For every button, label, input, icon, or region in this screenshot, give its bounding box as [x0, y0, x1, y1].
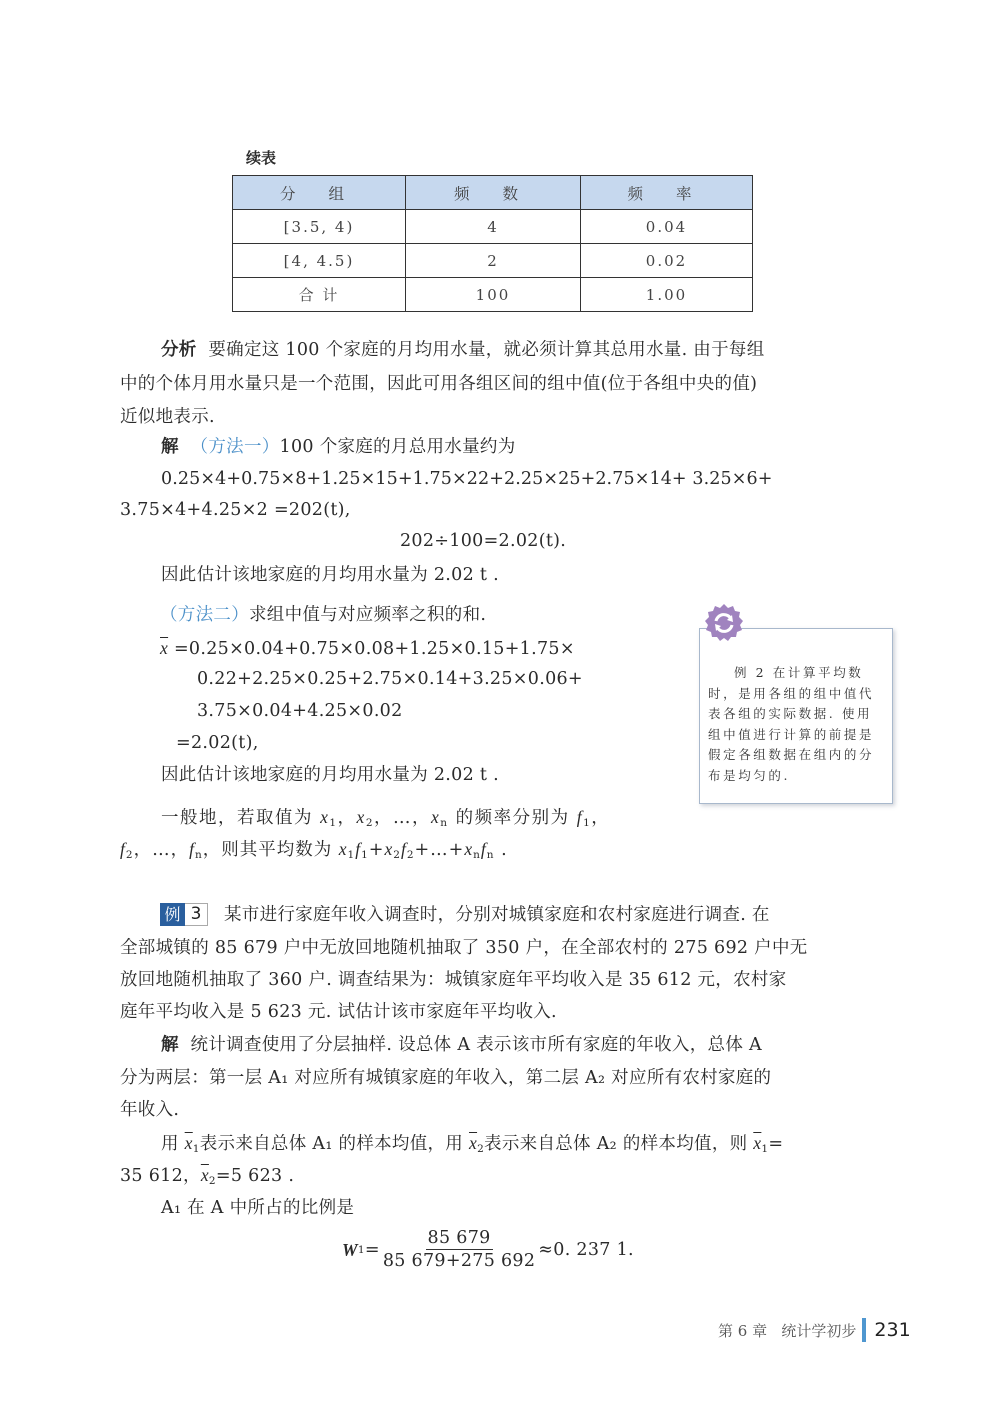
w1-numerator: 85 679	[427, 1228, 491, 1248]
var-x: x	[320, 807, 330, 827]
analysis-label: 分析	[161, 340, 197, 360]
subscript: 1	[192, 1143, 200, 1155]
subscript: 2	[365, 817, 374, 829]
solution-label: 解	[161, 437, 179, 457]
frequency-table	[232, 175, 753, 312]
sep: ，	[337, 808, 357, 828]
table-cell: [4, 4.5)	[233, 244, 406, 278]
xbar-symbol: $\overline{x}$	[184, 1133, 193, 1153]
general-line-1	[161, 807, 610, 833]
mean-line-1	[161, 1133, 783, 1159]
var-x: x	[356, 807, 366, 827]
w1-formula	[342, 1228, 634, 1271]
ellipsis: …	[152, 840, 171, 860]
conclusion-1: 因此估计该地家庭的月均用水量为 2.02 t .	[161, 565, 499, 585]
conclusion-2: 因此估计该地家庭的月均用水量为 2.02 t .	[161, 765, 499, 785]
var-f: f	[189, 839, 195, 859]
subscript: n	[194, 849, 203, 861]
table-row	[233, 244, 753, 278]
table-row	[233, 278, 753, 312]
calc2-line-3: 3.75×0.04+4.25×0.02	[197, 701, 403, 721]
sep: ，	[412, 808, 431, 828]
method2-label: （方法二）	[160, 605, 249, 625]
sep: ，	[591, 808, 611, 828]
xbar-symbol: $\overline{x}$	[160, 638, 169, 658]
analysis-text: 要确定这 100 个家庭的月均用水量，就必须计算其总用水量. 由于每组	[208, 340, 765, 360]
subscript: 2	[125, 849, 134, 861]
general-line-2: $f_2$，…，$f_n$，则其平均数为 $x_1f_1+x_2f_2+\dots+x_nf_n$ .	[120, 839, 508, 861]
table-cell: [3.5, 4)	[233, 210, 406, 244]
analysis-line-2: 中的个体月用水量只是一个范围，因此可用各组区间的组中值(位于各组中央的值)	[120, 374, 758, 394]
var-f: f	[480, 839, 487, 859]
example3-solution-line-2: 分为两层：第一层 A₁ 对应所有城镇家庭的年收入，第二层 A₂ 对应所有农村家庭的	[120, 1068, 772, 1088]
method1-heading	[161, 437, 516, 457]
mean-text: 表示来自总体 A₂ 的样本均值，则	[484, 1134, 754, 1154]
example3-line-2: 全部城镇的 85 679 户中无放回地随机抽取了 350 户，在全部农村的 275 692 户中无	[120, 938, 808, 958]
calc2-line-2: 0.22+2.25×0.25+2.75×0.14+3.25×0.06+	[197, 669, 583, 689]
table-cell: 0.04	[581, 210, 753, 244]
calc1-line-3: 202÷100=2.02(t).	[400, 531, 567, 551]
table-header: 频 率	[581, 176, 753, 210]
var-x: x	[338, 839, 348, 859]
table-cell: 100	[406, 278, 581, 312]
w1-label: W	[342, 1239, 358, 1260]
example-tag-number: 3	[185, 903, 208, 926]
subscript: 1	[357, 1243, 365, 1256]
subscript: n	[473, 849, 481, 861]
var-x: x	[431, 807, 441, 827]
general-text: ，则其平均数为	[202, 840, 339, 860]
side-note-text: 例 2 在计算平均数时，是用各组的组中值代表各组的实际数据. 使用组中值进行计算的前提是假定各组数据在组内的分布是均匀的.	[708, 665, 875, 783]
w1-denominator: 85 679+275 692	[382, 1251, 536, 1271]
example3-line-1: 某市进行家庭年收入调查时，分别对城镇家庭和农村家庭进行调查. 在	[224, 905, 770, 925]
mean-text: 35 612，	[120, 1166, 201, 1186]
analysis-line-3: 近似地表示.	[120, 407, 215, 427]
xbar-symbol: $\overline{x}$	[753, 1133, 762, 1153]
example-tag-label: 例	[160, 903, 185, 926]
mean-text: =5 623 .	[215, 1166, 295, 1186]
w1-result: ≈0. 237 1.	[538, 1239, 634, 1260]
table-cell: 0.02	[581, 244, 753, 278]
ellipsis: …	[430, 840, 449, 860]
calc2-line-1	[160, 638, 575, 659]
mean-text: 用	[161, 1134, 185, 1154]
var-f: f	[400, 839, 407, 859]
ellipsis: …	[393, 808, 412, 828]
table-cell: 2	[406, 244, 581, 278]
xbar-symbol: $\overline{x}$	[468, 1133, 478, 1153]
subscript: 2	[477, 1143, 485, 1155]
table-cell: 合 计	[233, 278, 406, 312]
method2-heading	[160, 605, 486, 625]
method1-label: （方法一）	[190, 437, 280, 457]
table-header: 分 组	[233, 176, 406, 210]
table-cell: 4	[406, 210, 581, 244]
chapter-number: 第 6 章	[718, 1321, 768, 1340]
var-f: f	[576, 807, 584, 827]
subscript: 1	[583, 817, 592, 829]
table-header-row	[233, 176, 753, 210]
footer-accent-bar	[862, 1318, 866, 1342]
example3-solution-line-1	[161, 1035, 762, 1055]
sep: ，	[374, 808, 393, 828]
table-cell: 1.00	[581, 278, 753, 312]
table-header: 频 数	[406, 176, 581, 210]
subscript: 1	[329, 817, 338, 829]
method2-intro: 求组中值与对应频率之积的和.	[249, 605, 487, 625]
w1-fraction	[383, 1228, 535, 1271]
analysis-line-1	[161, 340, 765, 360]
subscript: n	[440, 817, 449, 829]
sep: ，	[133, 840, 153, 860]
general-text: 的频率分别为	[448, 808, 577, 828]
subscript: 2	[393, 849, 401, 861]
mean-line-2	[120, 1165, 294, 1191]
calc1-line-1: 0.25×4+0.75×8+1.25×15+1.75×22+2.25×25+2.75×14+ 3.25×6+	[161, 469, 773, 489]
table-row	[233, 210, 753, 244]
xbar-symbol: $\overline{x}$	[200, 1165, 209, 1185]
sep: ，	[170, 840, 190, 860]
general-text: 一般地，若取值为	[161, 808, 321, 828]
table-caption: 续表	[246, 149, 277, 167]
subscript: n	[486, 849, 495, 861]
var-f: f	[120, 839, 126, 859]
refresh-badge-icon	[704, 603, 744, 643]
example3-line-3: 放回地随机抽取了 360 户. 调查结果为：城镇家庭年平均收入是 35 612 元，农村家	[120, 970, 787, 990]
subscript: 2	[406, 849, 415, 861]
side-note	[699, 628, 893, 804]
method1-intro: 100 个家庭的月总用水量约为	[279, 437, 516, 457]
mean-text: 表示来自总体 A₁ 的样本均值，用	[199, 1134, 469, 1154]
example3-solution-text: 统计调查使用了分层抽样. 设总体 A 表示该市所有家庭的年收入，总体 A	[190, 1035, 762, 1055]
subscript: 1	[361, 849, 369, 861]
example-tag	[160, 903, 208, 926]
mean-text: =	[768, 1134, 784, 1154]
subscript: 2	[208, 1175, 216, 1187]
var-f: f	[355, 839, 362, 859]
subscript: 1	[347, 849, 356, 861]
chapter-title: 统计学初步	[781, 1321, 857, 1340]
var-x: x	[384, 839, 394, 859]
example3-solution-label: 解	[161, 1035, 179, 1055]
page-footer	[718, 1318, 911, 1342]
w1-equals: =	[364, 1239, 380, 1260]
calc1-line-2: 3.75×4+4.25×2 =202(t),	[120, 500, 351, 520]
calc2-text: =0.25×0.04+0.75×0.08+1.25×0.15+1.75×	[173, 639, 575, 659]
var-x: x	[464, 839, 474, 859]
calc2-line-4: =2.02(t),	[176, 733, 259, 753]
subscript: 1	[761, 1143, 769, 1155]
example3-solution-line-3: 年收入.	[120, 1100, 180, 1120]
example3-line-4: 庭年平均收入是 5 623 元. 试估计该市家庭年平均收入.	[120, 1002, 557, 1022]
page-number: 231	[874, 1319, 911, 1341]
ratio-intro: A₁ 在 A 中所占的比例是	[161, 1198, 355, 1218]
